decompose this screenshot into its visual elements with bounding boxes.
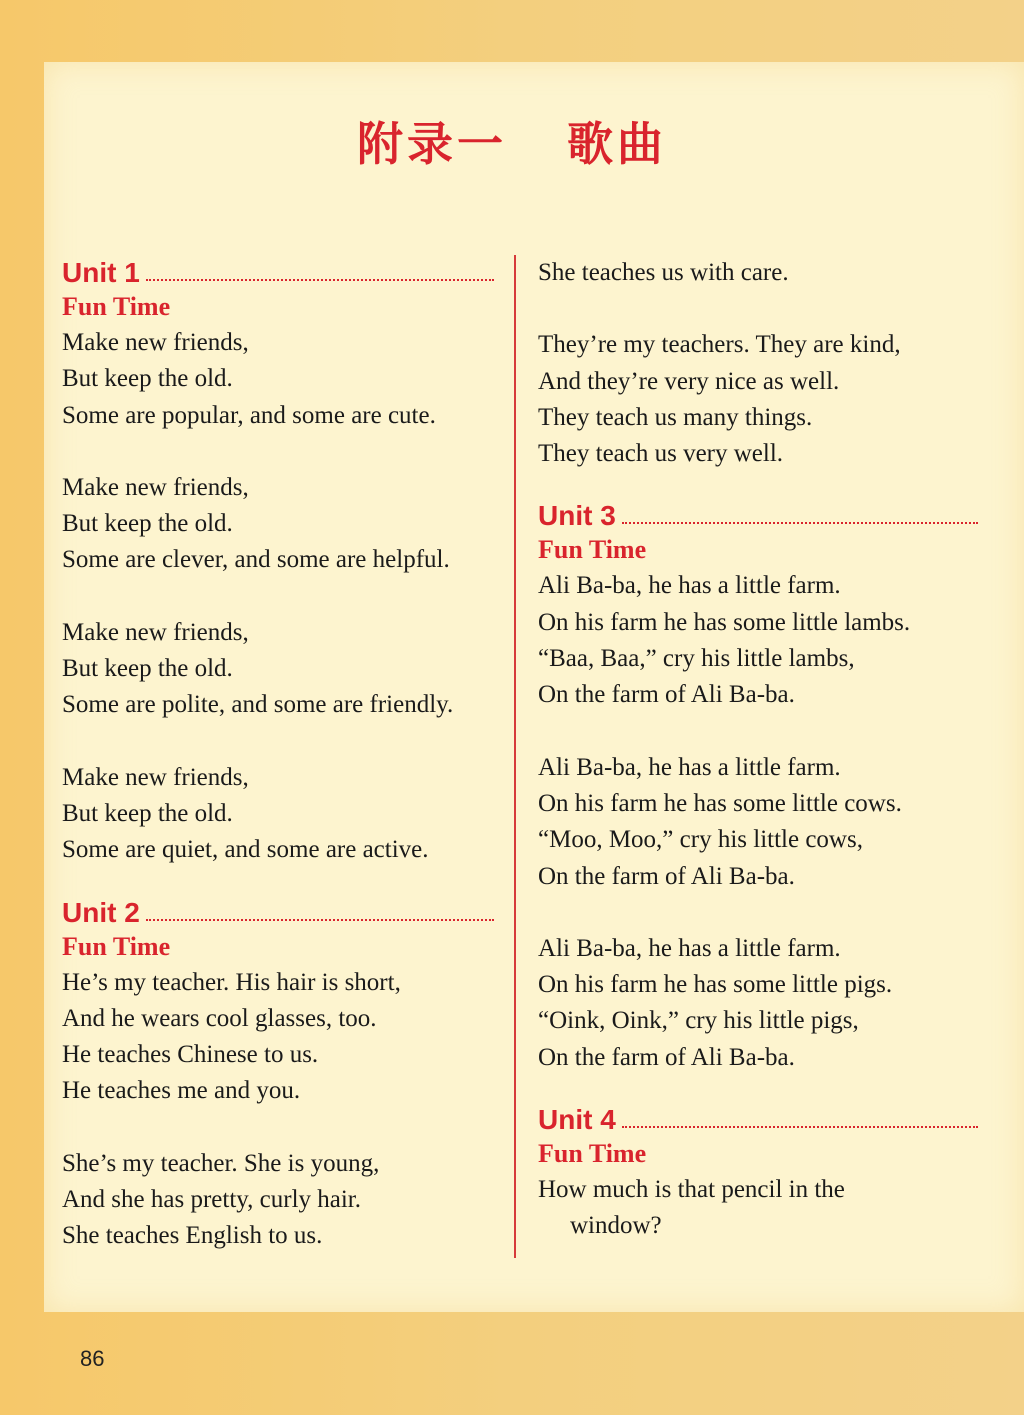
unit1-subheading: Fun Time: [62, 292, 171, 321]
right-column: [538, 255, 978, 1281]
lyric-line: And she has pretty, curly hair.: [62, 1186, 361, 1214]
lyric-line: Ali Ba-ba, he has a little farm.: [538, 753, 841, 781]
lyric-line: They teach us many things.: [538, 403, 813, 431]
dotted-leader: [622, 522, 978, 524]
lyric-line: But keep the old.: [62, 365, 233, 393]
unit2-stanza: [62, 965, 494, 1110]
unit2-subheading: Fun Time: [62, 931, 171, 961]
lyric-line: But keep the old.: [62, 655, 233, 683]
unit3-title: Unit 3: [538, 500, 616, 532]
lyric-line: On his farm he has some little lambs.: [538, 608, 911, 636]
unit4-stanza: [538, 1172, 978, 1245]
unit4-heading: [538, 1102, 978, 1136]
lyric-line: Make new friends,: [62, 618, 249, 646]
unit2-continued-stanza: [538, 327, 978, 472]
lyric-line: They’re my teachers. They are kind,: [538, 331, 901, 359]
unit3-subheading: Fun Time: [538, 535, 647, 565]
unit3-stanza: [538, 750, 978, 895]
unit4-subheading: Fun Time: [538, 1139, 647, 1169]
lyric-line: And they’re very nice as well.: [538, 367, 840, 395]
left-column: [62, 255, 494, 1291]
lyric-line: window?: [570, 1212, 662, 1240]
lyric-line: She teaches us with care.: [538, 259, 789, 286]
unit2-heading: [62, 895, 494, 929]
lyric-line: On the farm of Ali Ba-ba.: [538, 862, 795, 890]
lyric-line: Some are popular, and some are cute.: [62, 401, 436, 429]
lyric-line: Some are clever, and some are helpful.: [62, 546, 450, 574]
lyric-line: He teaches me and you.: [62, 1077, 301, 1105]
unit3-stanza: [538, 568, 978, 713]
dotted-leader: [146, 919, 494, 921]
lyric-line: Make new friends,: [62, 329, 249, 356]
lyric-line: She teaches English to us.: [62, 1222, 323, 1250]
unit1-title: Unit 1: [62, 257, 140, 288]
lyric-line: Some are polite, and some are friendly.: [62, 691, 454, 719]
unit1-heading: [62, 255, 494, 289]
lyric-line: Ali Ba-ba, he has a little farm.: [538, 572, 841, 600]
title-appendix: 附录一: [357, 117, 507, 171]
unit1-stanza: [62, 615, 494, 724]
lyric-line: But keep the old.: [62, 510, 233, 538]
unit1-stanza: [62, 325, 494, 434]
dotted-leader: [146, 279, 494, 281]
unit4-title: Unit 4: [538, 1104, 616, 1136]
unit3-stanza: [538, 931, 978, 1076]
page-number: 86: [80, 1346, 105, 1371]
lyric-line: How much is that pencil in the: [538, 1176, 845, 1204]
lyric-line: Some are quiet, and some are active.: [62, 836, 429, 864]
unit1-stanza: [62, 760, 494, 869]
lyric-line: “Moo, Moo,” cry his little cows,: [538, 826, 863, 854]
lyric-line: On his farm he has some little pigs.: [538, 971, 893, 999]
unit2-title: Unit 2: [62, 896, 140, 928]
unit3-heading: [538, 498, 978, 532]
lyric-line: But keep the old.: [62, 799, 233, 827]
lyric-line: He’s my teacher. His hair is short,: [62, 968, 401, 996]
lyric-line: They teach us very well.: [538, 440, 784, 468]
lyric-line: And he wears cool glasses, too.: [62, 1004, 377, 1032]
lyric-line: He teaches Chinese to us.: [62, 1041, 319, 1069]
unit2-stanza: [62, 1146, 494, 1255]
unit2-continued-stanza: [538, 255, 978, 291]
lyric-line: Make new friends,: [62, 763, 249, 791]
lyric-line: Ali Ba-ba, he has a little farm.: [538, 934, 841, 962]
dotted-leader: [622, 1126, 978, 1128]
lyric-line: She’s my teacher. She is young,: [62, 1149, 380, 1177]
title-songs: 歌曲: [567, 117, 667, 171]
lyric-line: “Oink, Oink,” cry his little pigs,: [538, 1007, 859, 1035]
lyric-line: On his farm he has some little cows.: [538, 789, 902, 817]
page-title: [0, 108, 1024, 174]
lyric-line: On the farm of Ali Ba-ba.: [538, 1043, 795, 1071]
unit1-stanza: [62, 470, 494, 579]
lyric-line: On the farm of Ali Ba-ba.: [538, 681, 795, 709]
column-divider: [514, 255, 516, 1258]
lyric-line: “Baa, Baa,” cry his little lambs,: [538, 645, 855, 673]
lyric-line: Make new friends,: [62, 473, 249, 501]
